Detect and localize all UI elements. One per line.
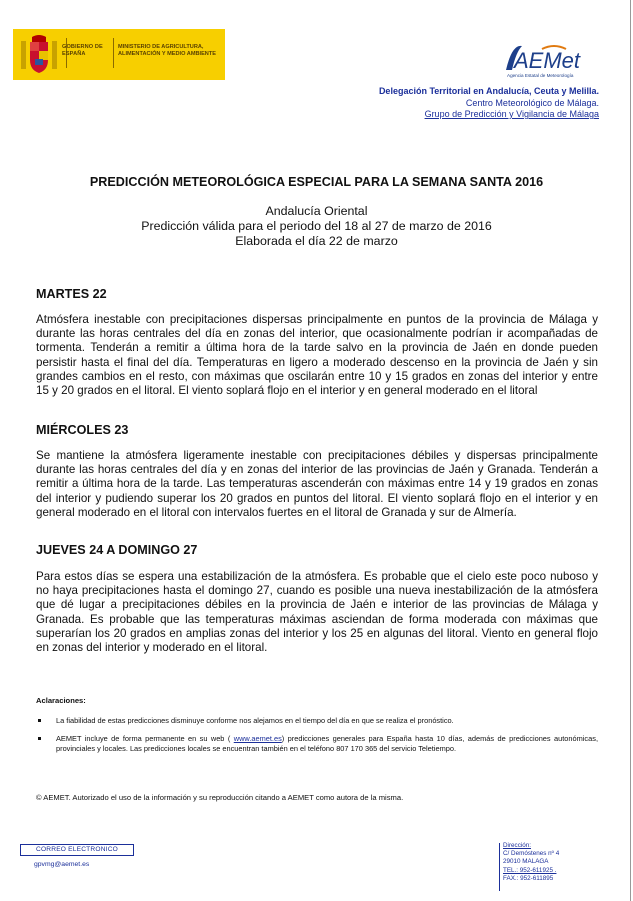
section-text: Se mantiene la atmósfera ligeramente inestable con precipitaciones débiles y dispersas principalmente durante las horas centrales del día y en zonas del interior de las provincias de Jaén y Granada. Tenderán a remitir a última hora de la tarde. Las temperaturas ascenderán con máximas entre 14 y 19 grados en zonas del interior y pudiendo superar los 20 grados en puntos del litoral. El viento soplará flojo en el interior y en general moderado en el litoral con intervalos fuertes en el litoral de Granada y sur de Almería. xyxy=(36,449,598,519)
region-label: Andalucía Oriental xyxy=(265,204,368,218)
clarification-text-pre: AEMET incluye de forma permanente en su web ( xyxy=(56,734,234,743)
delegation-block xyxy=(379,86,599,121)
government-label: GOBIERNO DE ESPAÑA xyxy=(62,44,103,57)
copyright-notice: © AEMET. Autorizado el uso de la información y su reproducción citando a AEMET como autora de la misma. xyxy=(36,793,404,802)
contact-email[interactable]: gpvmg@aemet.es xyxy=(34,861,90,868)
aemet-logo-text: AEMet xyxy=(514,48,581,73)
footer-divider xyxy=(499,843,500,891)
issue-date: Elaborada el día 22 de marzo xyxy=(235,234,398,248)
address-label: Dirección: xyxy=(503,842,531,849)
logo-divider xyxy=(113,38,114,68)
page-border xyxy=(630,0,631,901)
aemet-website-link[interactable]: www.aemet.es xyxy=(233,734,282,743)
section-heading: MIÉRCOLES 23 xyxy=(36,423,129,437)
aemet-subtitle: Agencia Estatal de Meteorología xyxy=(507,73,574,78)
delegation-name: Delegación Territorial en Andalucía, Ceuta y Melilla. xyxy=(378,86,599,96)
document-title: PREDICCIÓN METEOROLÓGICA ESPECIAL PARA LA SEMANA SANTA 2016 xyxy=(89,175,544,189)
ministry-label: MINISTERIO DE AGRICULTURA, ALIMENTACIÓN Y MEDIO AMBIENTE xyxy=(118,44,216,57)
phone-number: TEL.: 952-611925 . xyxy=(503,866,557,874)
validity-period: Predicción válida para el periodo del 18 al 27 de marzo de 2016 xyxy=(141,219,492,233)
email-label-box: CORREO ELECTRONICO xyxy=(20,844,134,856)
address-street: C/ Demóstenes nº 4 xyxy=(503,850,560,858)
center-name: Centro Meteorológico de Málaga. xyxy=(465,97,599,108)
coat-of-arms-icon xyxy=(19,34,59,75)
section-text: Para estos días se espera una estabilización de la atmósfera. Es probable que el cielo este poco nuboso y no haya precipitaciones hasta el domingo 27, cuando es posible una nueva inestabilización de la atmósfera que dé lugar a precipitaciones débiles en la provincia de Jaén e interior de las provincias de Málaga y Granada. Es probable que las temperaturas máximas asciendan de forma moderada con máximas que superarían los 20 grados en amplias zonas del interior y los 25 en algunas del litoral. Viento en general flojo en zonas del interior y moderado en el litoral. xyxy=(36,570,598,655)
section-text: Atmósfera inestable con precipitaciones dispersas principalmente en puntos de la provincia de Málaga y durante las horas centrales del día en zonas del interior, que ocasionalmente podrían ir acompañadas de tormenta. Tenderán a remitir a última hora de la tarde salvo en la provincia de Jaén en donde pueden persistir hasta el final del día. Temperaturas en ligero a moderado descenso en la provincia de Jaén y sin grandes cambios en el resto, con máximas que oscilarán entre 10 y 15 grados en zonas del interior y entre 15 y 20 grados en el litoral. El viento soplará flojo en el interior y en general moderado en el litoral xyxy=(36,313,598,398)
section-heading: JUEVES 24 A DOMINGO 27 xyxy=(36,543,198,557)
address-block xyxy=(503,842,559,883)
section-heading: MARTES 22 xyxy=(36,287,107,301)
clarification-text xyxy=(56,734,598,753)
bullet-icon xyxy=(38,719,41,722)
government-logo xyxy=(13,29,225,80)
clarifications-title: Aclaraciones: xyxy=(36,696,86,705)
clarification-text-post: ) predicciones generales para España hasta 10 días, además de predicciones autonómicas, provinciales y locales. Las predicciones locales se encuentran también en el teléfono 807 170 365 del servicio Teletiempo. xyxy=(56,734,598,753)
address-city: 29010 MALAGA xyxy=(503,858,549,866)
group-name: Grupo de Predicción y Vigilancia de Málaga xyxy=(424,109,599,119)
clarification-text: La fiabilidad de estas predicciones disminuye conforme nos alejamos en el tiempo del día en que se realiza el pronóstico. xyxy=(56,716,454,725)
fax-number: FAX.: 952-611895 xyxy=(503,874,554,882)
bullet-icon xyxy=(38,737,41,740)
